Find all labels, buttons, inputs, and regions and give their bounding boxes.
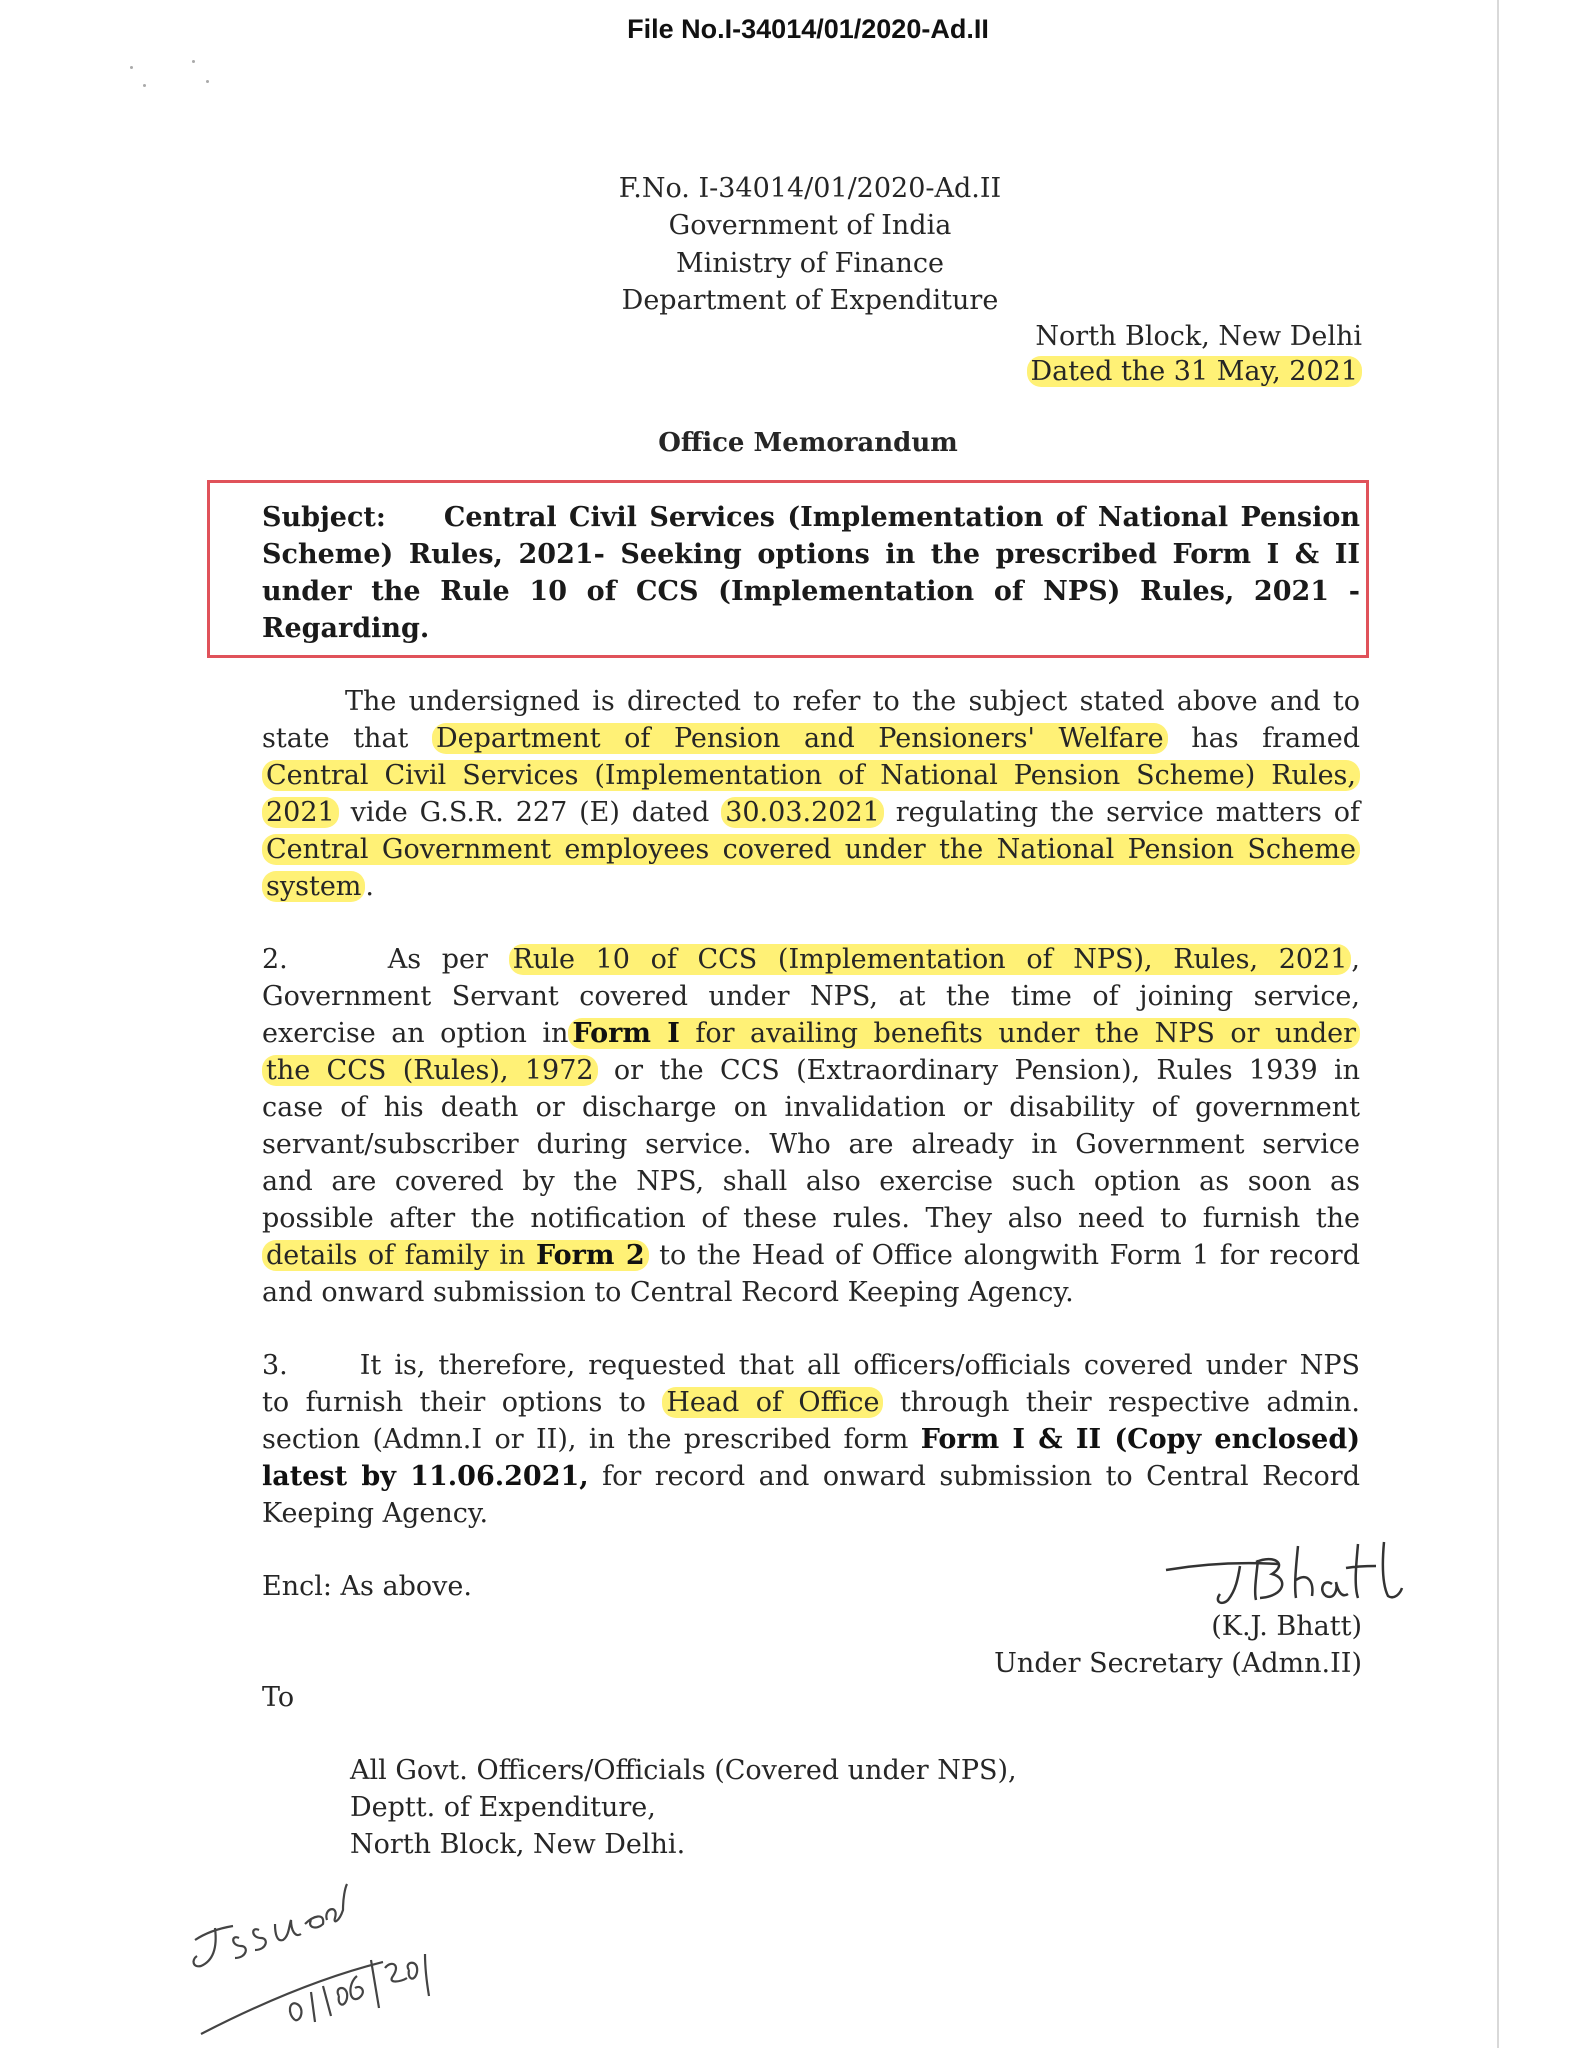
para1-line-4	[262, 797, 1360, 828]
subject-line-4: Regarding.	[262, 613, 430, 644]
para2-line-6: servant/subscriber during service. Who are already in Government service	[262, 1129, 1360, 1160]
para2-line-7: and are covered by the NPS, shall also exercise such option as soon as	[262, 1166, 1360, 1197]
para1-highlight-rules: Central Civil Services (Implementation of National Pension Scheme) Rules,	[262, 760, 1360, 791]
memo-title: Office Memorandum	[658, 428, 958, 458]
department-line: Department of Expenditure	[621, 285, 999, 316]
signatory-designation: Under Secretary (Admn.II)	[994, 1648, 1362, 1679]
para3-line-4	[262, 1461, 1360, 1492]
para1-highlight-employees: Central Government employees covered under the National Pension Scheme	[262, 834, 1360, 865]
para2-text: to the Head of Office alongwith Form 1 for record	[659, 1240, 1360, 1271]
addressee-line-3: North Block, New Delhi.	[350, 1829, 686, 1860]
ministry-line: Ministry of Finance	[676, 248, 944, 279]
addressee-line-1: All Govt. Officers/Officials (Covered under NPS),	[350, 1755, 1017, 1786]
para2-text: As per	[387, 944, 488, 975]
scan-speck	[192, 60, 195, 63]
para1-highlight-system: system	[262, 871, 365, 902]
para2-line-5: case of his death or discharge on invalidation or disability of government	[262, 1092, 1360, 1123]
addressee-line-2: Deptt. of Expenditure,	[350, 1792, 656, 1823]
para3-text: It is, therefore, requested that all officers/officials covered under NPS	[359, 1350, 1360, 1381]
signatory-name: (K.J. Bhatt)	[1211, 1611, 1362, 1642]
para3-bold-forms: Form I & II (Copy enclosed)	[920, 1424, 1360, 1455]
para2-text: exercise an option in	[262, 1018, 569, 1049]
para3-line-3	[262, 1424, 1360, 1455]
file-number-header: File No.I-34014/01/2020-Ad.II	[627, 14, 989, 44]
scan-speck	[130, 66, 133, 69]
para3-bold-deadline: latest by 11.06.2021,	[262, 1461, 589, 1492]
para1-line-3	[262, 760, 1360, 791]
para1-text: .	[365, 871, 374, 902]
scan-speck	[143, 84, 146, 87]
para1-line-5	[262, 834, 1360, 865]
para1-highlight-dept: Department of Pension and Pensioners' Welfare	[432, 723, 1168, 754]
para1-text: state that	[262, 723, 409, 754]
para2-highlight-rule10: Rule 10 of CCS (Implementation of NPS), Rules, 2021	[509, 944, 1352, 975]
subject-text-1: Central Civil Services (Implementation of National Pension	[443, 502, 1360, 533]
handwritten-issued-note	[187, 1880, 487, 2040]
to-label: To	[262, 1682, 295, 1713]
para2-text: ,	[1351, 944, 1360, 975]
scan-speck	[206, 80, 209, 83]
para1-line-1: The undersigned is directed to refer to the subject stated above and to	[345, 686, 1360, 717]
para2-line-1	[262, 944, 1360, 975]
para1-highlight-date: 30.03.2021	[721, 797, 884, 828]
para1-line-6	[262, 871, 1360, 902]
para1-highlight-year: 2021	[262, 797, 339, 828]
para2-highlight-form1: Form I for availing benefits under the NPS or under	[568, 1018, 1360, 1049]
date-highlight: Dated the 31 May, 2021	[1027, 356, 1362, 387]
subject-label: Subject:	[262, 502, 386, 533]
para2-number: 2.	[262, 944, 288, 975]
page-edge-line	[1497, 0, 1499, 2048]
para3-number: 3.	[262, 1350, 288, 1381]
para2-highlight-ccs: the CCS (Rules), 1972	[262, 1055, 598, 1086]
subject-line-3: under the Rule 10 of CCS (Implementation of NPS) Rules, 2021 -	[262, 576, 1360, 607]
para3-line-1	[262, 1350, 1360, 1381]
para3-line-5: Keeping Agency.	[262, 1498, 489, 1529]
subject-line-2: Scheme) Rules, 2021- Seeking options in the prescribed Form I & II	[262, 539, 1360, 570]
para1-text: regulating the service matters of	[895, 797, 1360, 828]
para3-text: section (Admn.I or II), in the prescribed form	[262, 1424, 909, 1455]
para2-line-9	[262, 1240, 1360, 1271]
signature-mark	[1162, 1538, 1406, 1608]
enclosure-note: Encl: As above.	[262, 1571, 472, 1602]
para1-text: vide G.S.R. 227 (E) dated	[350, 797, 710, 828]
para2-highlight-form2: details of family in Form 2	[262, 1240, 649, 1271]
subject-line-1	[262, 502, 1360, 533]
para2-line-10: and onward submission to Central Record Keeping Agency.	[262, 1277, 1074, 1308]
para3-text: for record and onward submission to Central Record	[602, 1461, 1360, 1492]
para2-line-3	[262, 1018, 1360, 1049]
date-line	[1027, 353, 1362, 390]
para3-line-2	[262, 1387, 1360, 1418]
para2-line-4	[262, 1055, 1360, 1086]
para2-line-2: Government Servant covered under NPS, at the time of joining service,	[262, 981, 1360, 1012]
para3-text: to furnish their options to	[262, 1387, 646, 1418]
para2-line-8: possible after the notification of these rules. They also need to furnish the	[262, 1203, 1360, 1234]
para1-line-2	[262, 723, 1360, 754]
para3-text: through their respective admin.	[899, 1387, 1360, 1418]
para3-highlight-hoo: Head of Office	[662, 1387, 883, 1418]
para1-text: has framed	[1191, 723, 1360, 754]
para2-text: or the CCS (Extraordinary Pension), Rules 1939 in	[613, 1055, 1360, 1086]
government-line: Government of India	[668, 210, 952, 241]
place-line: North Block, New Delhi	[1035, 321, 1362, 352]
fno-line: F.No. I-34014/01/2020-Ad.II	[618, 173, 1002, 204]
